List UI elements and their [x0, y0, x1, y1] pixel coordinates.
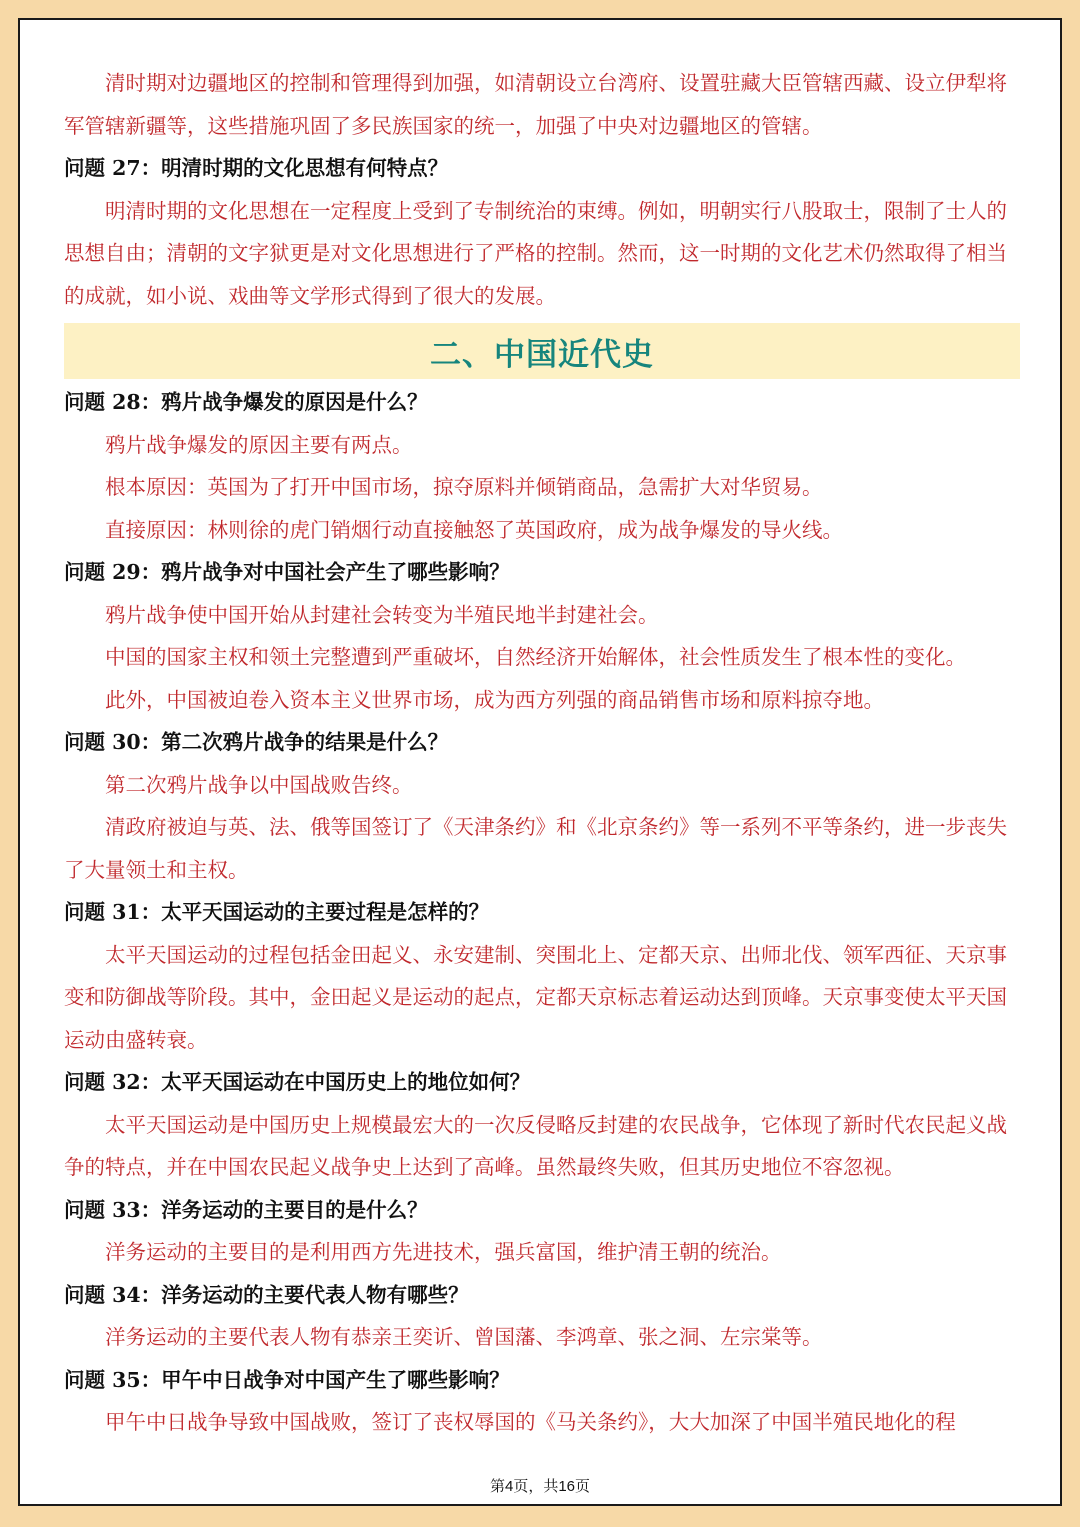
section-heading — [64, 323, 1020, 379]
question-heading: 问题 29：鸦片战争对中国社会产生了哪些影响？ — [64, 560, 510, 584]
question-heading: 问题 32：太平天国运动在中国历史上的地位如何？ — [64, 1070, 531, 1094]
question-heading: 问题 33：洋务运动的主要目的是什么？ — [64, 1197, 428, 1222]
answer-paragraph: 甲午中日战争导致中国战败，签订了丧权辱国的《马关条约》，大大加深了中国半殖民地化的程 — [105, 1410, 956, 1434]
answer-paragraph: 太平天国运动的过程包括金田起义、永安建制、突围北上、定都天京、出师北伐、领军西征、天京事变和防御战等阶段。其中，金田起义是运动的起点，定都天京标志着运动达到顶峰。天京事变使太平天国运动由盛转衰。 — [64, 942, 1007, 1052]
page-content — [64, 62, 1020, 1444]
answer-paragraph: 直接原因：林则徐的虎门销烟行动直接触怒了英国政府，成为战争爆发的导火线。 — [105, 517, 843, 542]
answer-paragraph: 洋务运动的主要目的是利用西方先进技术，强兵富国，维护清王朝的统治。 — [105, 1240, 782, 1264]
question-heading: 问题 35：甲午中日战争对中国产生了哪些影响？ — [64, 1367, 510, 1392]
answer-paragraph: 太平天国运动是中国历史上规模最宏大的一次反侵略反封建的农民战争，它体现了新时代农民起义战争的特点，并在中国农民起义战争史上达到了高峰。虽然最终失败，但其历史地位不容忽视。 — [64, 1112, 1007, 1179]
answer-paragraph: 此外，中国被迫卷入资本主义世界市场，成为西方列强的商品销售市场和原料掠夺地。 — [105, 687, 884, 712]
answer-paragraph: 清政府被迫与英、法、俄等国签订了《天津条约》和《北京条约》等一系列不平等条约，进一步丧失了大量领土和主权。 — [64, 815, 1007, 882]
question-heading: 问题 31：太平天国运动的主要过程是怎样的？ — [64, 900, 490, 924]
answer-paragraph: 第二次鸦片战争以中国战败告终。 — [105, 772, 413, 797]
page-number: 第4页，共16页 — [489, 1478, 591, 1495]
answer-paragraph: 明清时期的文化思想在一定程度上受到了专制统治的束缚。例如，明朝实行八股取士，限制了士人的思想自由；清朝的文字狱更是对文化思想进行了严格的控制。然而，这一时期的文化艺术仍然取得了相当的成就，如小说、戏曲等文学形式得到了很大的发展。 — [64, 198, 1007, 308]
question-heading: 问题 27：明清时期的文化思想有何特点？ — [64, 156, 449, 180]
answer-paragraph: 鸦片战争使中国开始从封建社会转变为半殖民地半封建社会。 — [105, 602, 659, 627]
answer-paragraph: 清时期对边疆地区的控制和管理得到加强，如清朝设立台湾府、设置驻藏大臣管辖西藏、设立伊犁将军管辖新疆等，这些措施巩固了多民族国家的统一，加强了中央对边疆地区的管辖。 — [64, 71, 1007, 138]
document-page — [18, 18, 1062, 1506]
question-heading: 问题 28：鸦片战争爆发的原因是什么？ — [64, 390, 428, 414]
answer-paragraph: 鸦片战争爆发的原因主要有两点。 — [105, 432, 413, 457]
question-heading: 问题 30：第二次鸦片战争的结果是什么？ — [64, 730, 449, 754]
answer-paragraph: 根本原因：英国为了打开中国市场，掠夺原料并倾销商品，急需扩大对华贸易。 — [105, 475, 823, 499]
section-heading-text: 二、中国近代史 — [430, 336, 654, 373]
answer-paragraph: 中国的国家主权和领土完整遭到严重破坏，自然经济开始解体，社会性质发生了根本性的变化。 — [105, 645, 966, 669]
answer-paragraph: 洋务运动的主要代表人物有恭亲王奕䜣、曾国藩、李鸿章、张之洞、左宗棠等。 — [105, 1325, 823, 1349]
question-heading: 问题 34：洋务运动的主要代表人物有哪些？ — [64, 1282, 469, 1307]
